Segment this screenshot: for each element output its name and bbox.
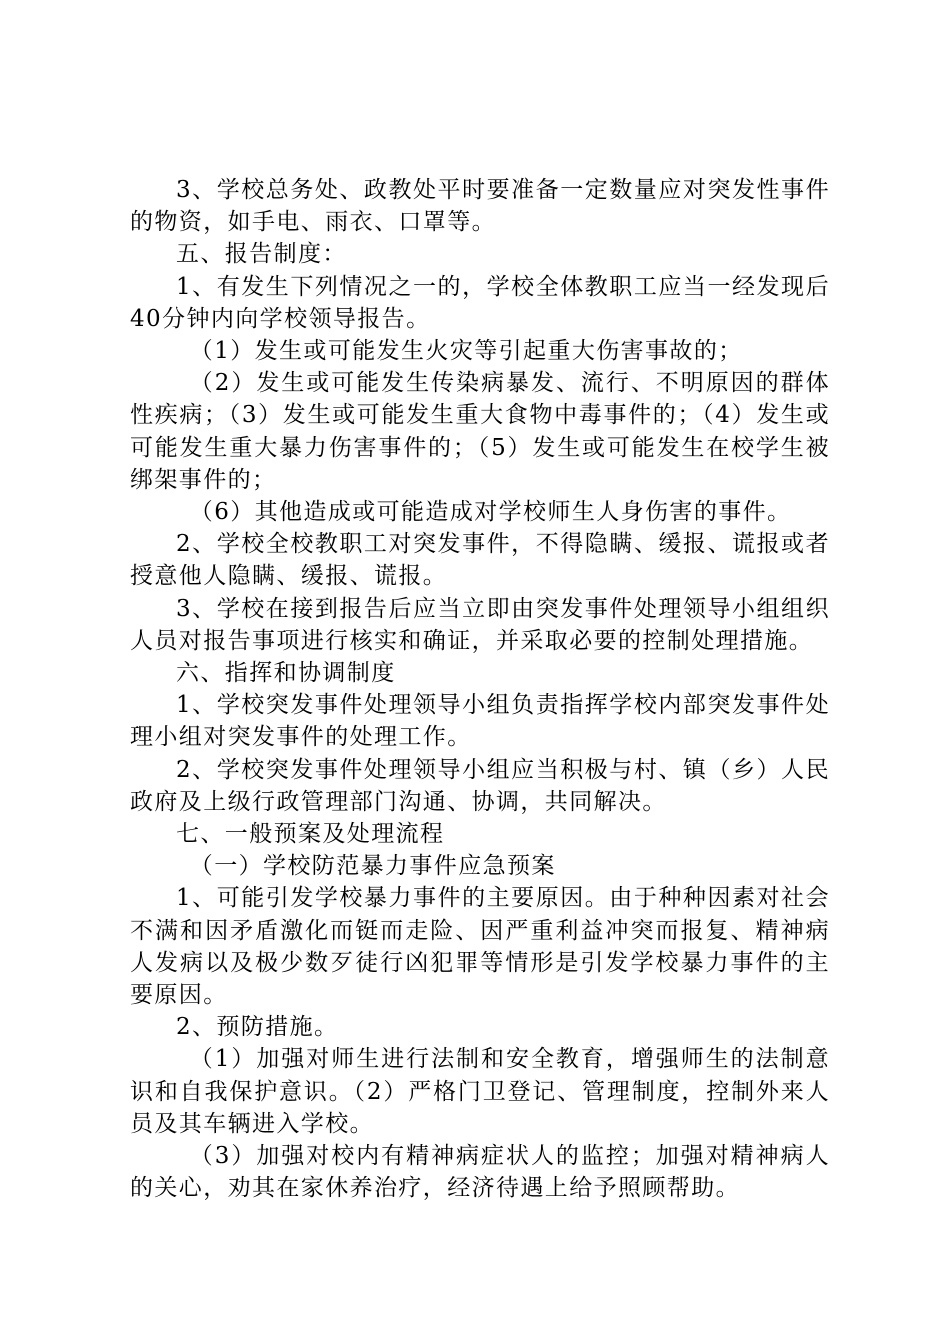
paragraph: 1、学校突发事件处理领导小组负责指挥学校内部突发事件处理小组对突发事件的处理工作。 <box>130 692 830 751</box>
section-heading: 七、一般预案及处理流程 <box>176 821 445 848</box>
section-heading: 五、报告制度： <box>176 241 347 268</box>
subsection-heading: （一）学校防范暴力事件应急预案 <box>189 853 556 880</box>
paragraph: （6）其他造成或可能造成对学校师生人身伤害的事件。 <box>189 499 792 526</box>
paragraph: （2）发生或可能发生传染病暴发、流行、不明原因的群体性疾病；（3）发生或可能发生重大食物中毒事件的；（4）发生或可能发生重大暴力伤害事件的；（5）发生或可能发生在校学生被绑架事件的； <box>130 370 830 493</box>
paragraph: 2、学校全校教职工对突发事件，不得隐瞒、缓报、谎报或者授意他人隐瞒、缓报、谎报。 <box>130 531 830 590</box>
paragraph: （1）发生或可能发生火灾等引起重大伤害事故的； <box>189 338 743 365</box>
paragraph: （1）加强对师生进行法制和安全教育，增强师生的法制意识和自我保护意识。（2）严格门卫登记、管理制度，控制外来人员及其车辆进入学校。 <box>130 1046 830 1137</box>
paragraph: 3、学校总务处、政教处平时要准备一定数量应对突发性事件的物资，如手电、雨衣、口罩等。 <box>130 177 830 236</box>
paragraph: 3、学校在接到报告后应当立即由突发事件处理领导小组组织人员对报告事项进行核实和确证，并采取必要的控制处理措施。 <box>130 595 830 654</box>
document-body <box>130 174 830 1205</box>
section-heading: 六、指挥和协调制度 <box>176 660 396 687</box>
paragraph: 2、预防措施。 <box>176 1014 339 1041</box>
paragraph: （3）加强对校内有精神病症状人的监控；加强对精神病人的关心，劝其在家休养治疗，经济待遇上给予照顾帮助。 <box>130 1143 830 1202</box>
paragraph: 1、可能引发学校暴力事件的主要原因。由于种种因素对社会不满和因矛盾激化而铤而走险、因严重利益冲突而报复、精神病人发病以及极少数歹徒行凶犯罪等情形是引发学校暴力事件的主要原因。 <box>130 885 830 1009</box>
paragraph: 2、学校突发事件处理领导小组应当积极与村、镇（乡）人民政府及上级行政管理部门沟通、协调，共同解决。 <box>130 756 830 815</box>
paragraph: 1、有发生下列情况之一的，学校全体教职工应当一经发现后40分钟内向学校领导报告。 <box>130 273 830 332</box>
